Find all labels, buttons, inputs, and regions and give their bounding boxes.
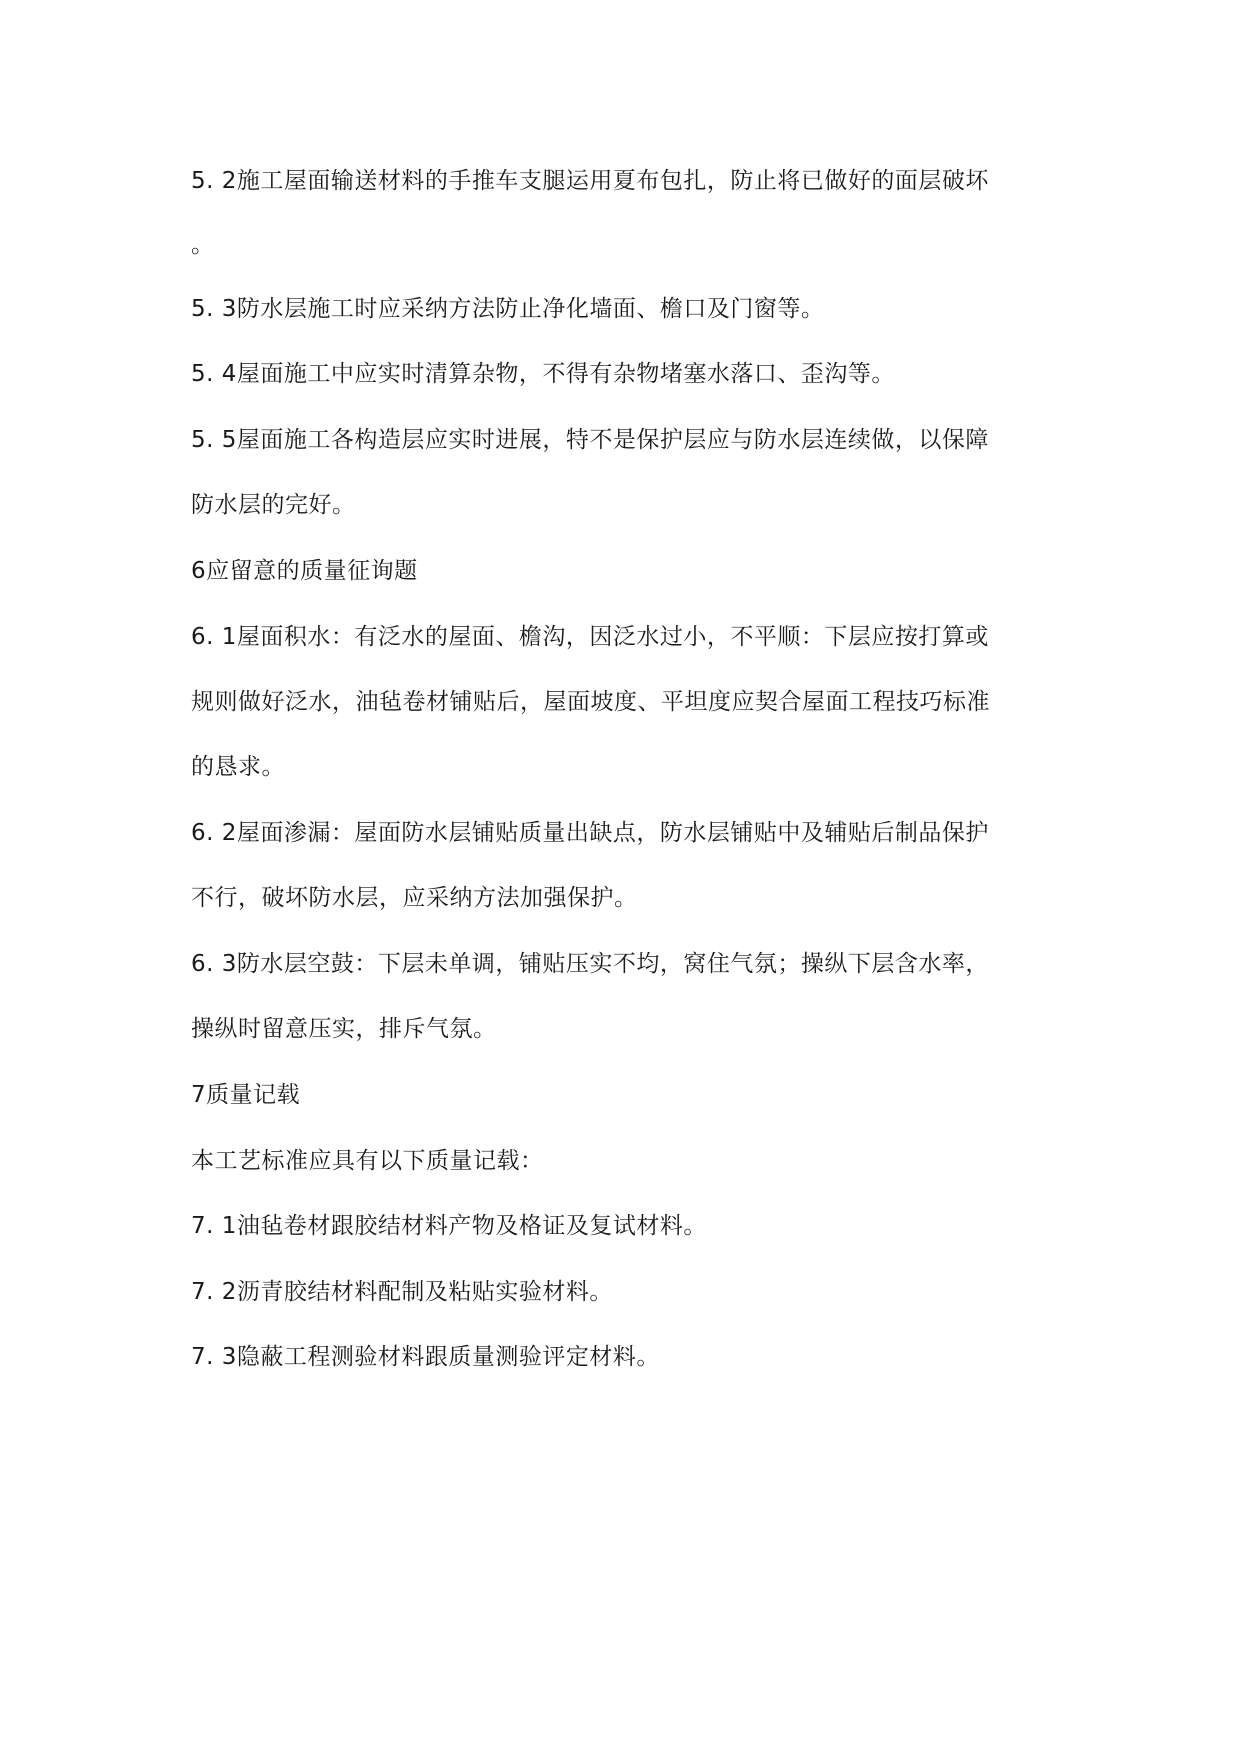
paragraph-6-3-line-2: 操纵时留意压实，排斥气氛。: [191, 1016, 497, 1042]
paragraph-7-1: 7. 1油毡卷材跟胶结材料产物及格证及复试材料。: [191, 1213, 707, 1239]
paragraph-5-4: 5. 4屋面施工中应实时清算杂物，不得有杂物堵塞水落口、歪沟等。: [191, 361, 895, 387]
paragraph-6-3-line-1: 6. 3防水层空鼓：下层未单调，铺贴压实不均，窝住气氛；操纵下层含水率，: [191, 951, 989, 977]
paragraph-6-1-line-3: 的恳求。: [191, 754, 285, 780]
paragraph-5-3: 5. 3防水层施工时应采纳方法防止净化墙面、檐口及门窗等。: [191, 296, 825, 322]
paragraph-5-2-line-2: 。: [191, 232, 215, 258]
paragraph-7-2: 7. 2沥青胶结材料配制及粘贴实验材料。: [191, 1279, 613, 1305]
section-heading-7: 7质量记载: [191, 1082, 301, 1108]
paragraph-5-5-line-1: 5. 5屋面施工各构造层应实时进展，特不是保护层应与防水层连续做，以保障: [191, 427, 989, 453]
paragraph-7-intro: 本工艺标准应具有以下质量记载：: [191, 1148, 544, 1174]
paragraph-6-1-line-1: 6. 1屋面积水：有泛水的屋面、檐沟，因泛水过小，不平顺：下层应按打算或: [191, 624, 989, 650]
paragraph-7-3: 7. 3隐蔽工程测验材料跟质量测验评定材料。: [191, 1344, 660, 1370]
paragraph-5-5-line-2: 防水层的完好。: [191, 492, 356, 518]
paragraph-6-2-line-2: 不行，破坏防水层，应采纳方法加强保护。: [191, 885, 638, 911]
paragraph-6-1-line-2: 规则做好泛水，油毡卷材铺贴后，屋面坡度、平坦度应契合屋面工程技巧标准: [191, 689, 990, 715]
paragraph-6-2-line-1: 6. 2屋面渗漏：屋面防水层铺贴质量出缺点，防水层铺贴中及辅贴后制品保护: [191, 820, 989, 846]
paragraph-5-2-line-1: 5. 2施工屋面输送材料的手推车支腿运用夏布包扎，防止将已做好的面层破坏: [191, 168, 989, 194]
section-heading-6: 6应留意的质量征询题: [191, 558, 418, 584]
